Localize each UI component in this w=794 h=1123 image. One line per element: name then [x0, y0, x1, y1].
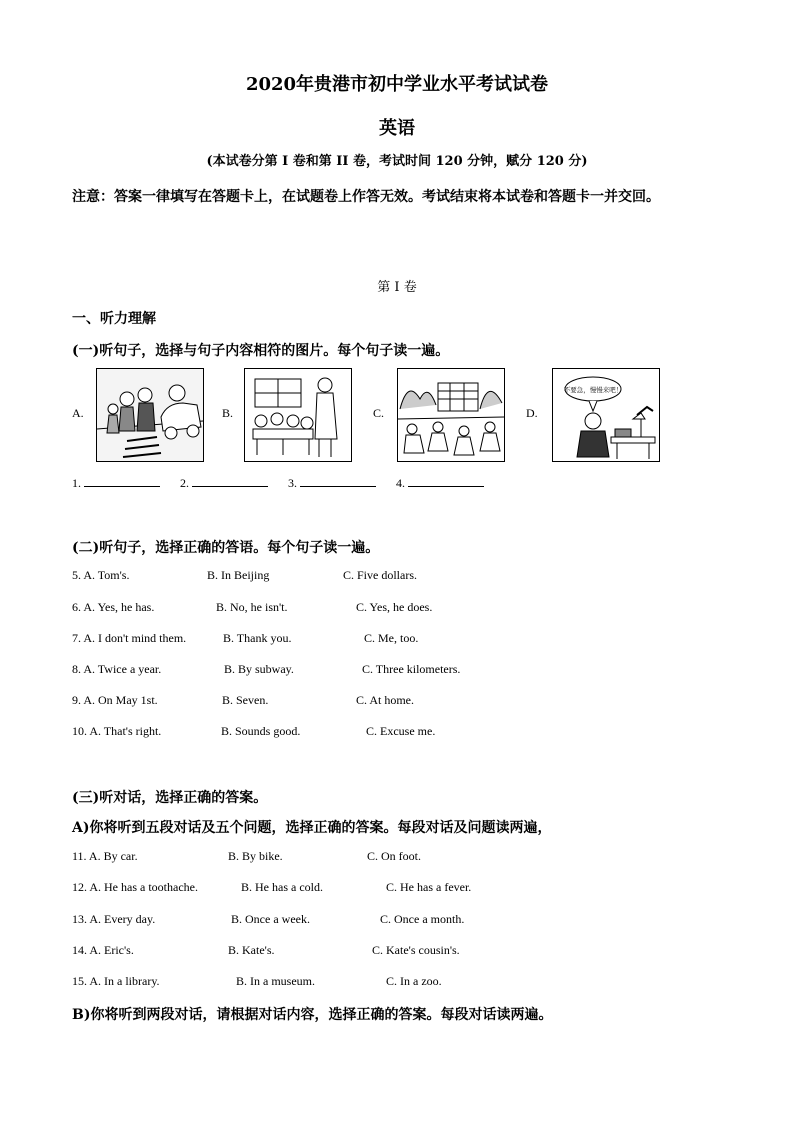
question-row: 12. A. He has a toothache.: [72, 880, 198, 894]
question-row: 6. A. Yes, he has.: [72, 600, 155, 614]
option-b: B. Thank you.: [223, 631, 292, 645]
option-c: C. Three kilometers.: [362, 662, 461, 676]
option-c: C. Me, too.: [364, 631, 419, 645]
exam-title: 2020年贵港市初中学业水平考试试卷: [245, 74, 549, 95]
question-row: 15. A. In a library.: [72, 974, 160, 988]
option-b: B. In a museum.: [236, 974, 315, 988]
picture-letter-a: A.: [72, 406, 84, 420]
blank-3[interactable]: 3.: [288, 476, 376, 491]
exam-subtitle: (本试卷分第 I 卷和第 II 卷，考试时间 120 分钟，赋分 120 分): [206, 154, 588, 169]
question-row: 8. A. Twice a year.: [72, 662, 162, 676]
option-c: C. Kate's cousin's.: [372, 943, 460, 957]
blank-2[interactable]: 2.: [180, 476, 268, 491]
sub2-heading: (二)听句子，选择正确的答语。每个句子读一遍。: [72, 540, 380, 556]
people-in-park-picture: [397, 368, 505, 462]
option-b: B. Kate's.: [228, 943, 275, 957]
exam-subject: 英语: [379, 118, 415, 139]
sub3-part-a: A)你将听到五段对话及五个问题，选择正确的答案。每段对话及问题读两遍，: [72, 820, 552, 836]
option-c: C. Five dollars.: [343, 568, 417, 582]
question-row: 5. A. Tom's.: [72, 568, 130, 582]
option-b: B. No, he isn't.: [216, 600, 288, 614]
part-label: 第 I 卷: [377, 280, 417, 295]
option-b: B. In Beijing: [207, 568, 270, 582]
man-at-desk-picture: [552, 368, 660, 462]
sub1-heading: (一)听句子，选择与句子内容相符的图片。每个句子读一遍。: [72, 343, 450, 359]
option-c: C. In a zoo.: [386, 974, 442, 988]
sub3-heading: (三)听对话，选择正确的答案。: [72, 790, 268, 806]
question-row: 9. A. On May 1st.: [72, 693, 158, 707]
option-b: B. He has a cold.: [241, 880, 323, 894]
option-b: B. By bike.: [228, 849, 283, 863]
option-c: C. Once a month.: [380, 912, 465, 926]
picture-caption-d: 不要急，慢慢来吧！: [563, 386, 623, 394]
picture-letter-c: C.: [373, 406, 385, 420]
question-row: 10. A. That's right.: [72, 724, 162, 738]
people-crossing-street-picture: [96, 368, 204, 462]
question-row: 13. A. Every day.: [72, 912, 156, 926]
option-c: C. Excuse me.: [366, 724, 436, 738]
sub3-part-b: B)你将听到两段对话，请根据对话内容，选择正确的答案。每段对话读两遍。: [72, 1007, 553, 1023]
question-row: 7. A. I don't mind them.: [72, 631, 187, 645]
option-b: B. Seven.: [222, 693, 269, 707]
option-b: B. Sounds good.: [221, 724, 301, 738]
blank-1[interactable]: 1.: [72, 476, 160, 491]
section-heading: 一、听力理解: [72, 311, 156, 327]
picture-letter-d: D.: [526, 406, 538, 420]
option-c: C. On foot.: [367, 849, 421, 863]
question-row: 11. A. By car.: [72, 849, 138, 863]
option-b: B. Once a week.: [231, 912, 310, 926]
exam-notice: 注意：答案一律填写在答题卡上，在试题卷上作答无效。考试结束将本试卷和答题卡一并交回。: [72, 189, 660, 205]
option-b: B. By subway.: [224, 662, 294, 676]
option-c: C. Yes, he does.: [356, 600, 433, 614]
teacher-classroom-picture: [244, 368, 352, 462]
option-c: C. At home.: [356, 693, 415, 707]
picture-letter-b: B.: [222, 406, 234, 420]
option-c: C. He has a fever.: [386, 880, 472, 894]
question-row: 14. A. Eric's.: [72, 943, 134, 957]
blank-4[interactable]: 4.: [396, 476, 484, 491]
